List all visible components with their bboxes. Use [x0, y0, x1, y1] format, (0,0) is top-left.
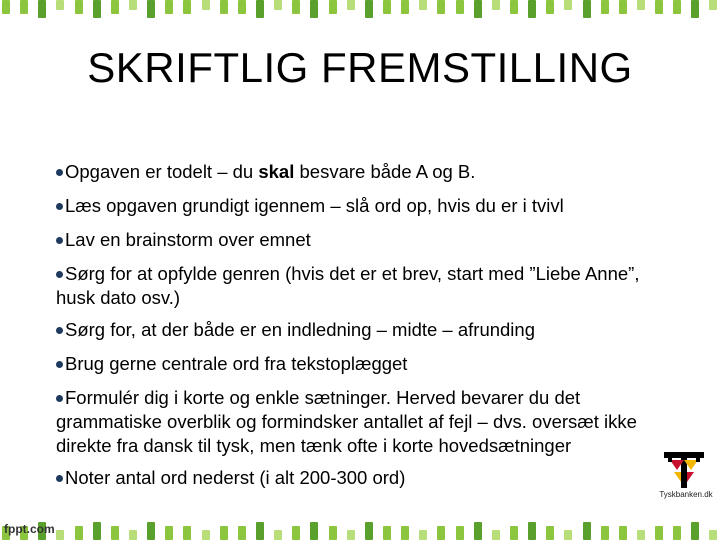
- bullet-dot-icon: [56, 237, 63, 244]
- border-segment: [601, 526, 609, 540]
- border-segment: [456, 526, 464, 540]
- border-segment: [75, 526, 83, 540]
- border-segment: [655, 0, 663, 14]
- border-segment: [310, 0, 318, 18]
- border-segment: [220, 526, 228, 540]
- bullet-item: Formulér dig i korte og enkle sætninger. Herved bevarer du det grammatiske overblik og formindsker antallet af fejl – dvs. oversæt ikke direkte fra dansk til tysk, men tænk ofte i korte hovedsætninger: [56, 387, 637, 456]
- border-segment: [437, 0, 445, 14]
- border-segment: [292, 0, 300, 14]
- border-segment: [165, 526, 173, 540]
- border-segment: [256, 0, 264, 18]
- border-segment: [492, 530, 500, 540]
- border-segment: [292, 526, 300, 540]
- bullet-dot-icon: [56, 327, 63, 334]
- border-segment: [183, 526, 191, 540]
- border-segment: [474, 0, 482, 18]
- border-segment: [619, 0, 627, 14]
- border-segment: [93, 522, 101, 540]
- border-segment: [546, 526, 554, 540]
- watermark: fppt.com: [4, 522, 55, 536]
- border-segment: [383, 526, 391, 540]
- border-segment: [111, 526, 119, 540]
- bullet-item: Sørg for, at der både er en indledning – midte – afrunding: [56, 318, 666, 342]
- border-segment: [129, 530, 137, 540]
- border-segment: [220, 0, 228, 14]
- border-segment: [583, 522, 591, 540]
- border-segment: [492, 0, 500, 10]
- border-segment: [637, 530, 645, 540]
- border-segment: [347, 530, 355, 540]
- border-segment: [147, 522, 155, 540]
- border-segment: [619, 526, 627, 540]
- border-segment: [601, 0, 609, 14]
- bullet-item: Opgaven er todelt – du skal besvare både A og B.: [56, 160, 666, 184]
- bullet-dot-icon: [56, 361, 63, 368]
- bullet-item: Noter antal ord nederst (i alt 200-300 ord): [56, 466, 666, 490]
- bullet-dot-icon: [56, 395, 63, 402]
- border-segment: [437, 526, 445, 540]
- border-segment: [456, 0, 464, 14]
- border-segment: [583, 0, 591, 18]
- border-segment: [238, 526, 246, 540]
- border-segment: [510, 0, 518, 14]
- border-segment: [75, 0, 83, 14]
- border-segment: [329, 526, 337, 540]
- border-segment: [165, 0, 173, 14]
- border-segment: [274, 0, 282, 10]
- border-segment: [564, 0, 572, 10]
- border-segment: [709, 0, 717, 10]
- border-segment: [310, 522, 318, 540]
- border-segment: [419, 0, 427, 10]
- border-segment: [528, 522, 536, 540]
- border-segment: [709, 530, 717, 540]
- border-segment: [56, 0, 64, 10]
- top-decorative-border: [0, 0, 720, 22]
- border-segment: [38, 0, 46, 18]
- logo-caption: Tyskbanken.dk: [659, 490, 713, 499]
- border-segment: [2, 0, 10, 14]
- border-segment: [474, 522, 482, 540]
- border-segment: [329, 0, 337, 14]
- border-segment: [56, 530, 64, 540]
- border-segment: [147, 0, 155, 18]
- border-segment: [419, 530, 427, 540]
- bullet-item: Læs opgaven grundigt igennem – slå ord op, hvis du er i tvivl: [56, 194, 666, 218]
- border-segment: [383, 0, 391, 14]
- border-segment: [528, 0, 536, 18]
- border-segment: [510, 526, 518, 540]
- border-segment: [365, 522, 373, 540]
- border-segment: [637, 0, 645, 10]
- bottom-decorative-border: [0, 514, 720, 540]
- slide-title: SKRIFTLIG FREMSTILLING: [87, 44, 633, 91]
- border-segment: [691, 0, 699, 18]
- border-segment: [238, 0, 246, 14]
- border-segment: [691, 522, 699, 540]
- border-segment: [401, 526, 409, 540]
- border-segment: [202, 530, 210, 540]
- border-segment: [655, 526, 663, 540]
- border-segment: [129, 0, 137, 10]
- bullet-list: [56, 160, 666, 500]
- border-segment: [365, 0, 373, 18]
- border-segment: [111, 0, 119, 14]
- border-segment: [20, 0, 28, 14]
- border-segment: [183, 0, 191, 14]
- border-segment: [673, 526, 681, 540]
- bullet-item: Brug gerne centrale ord fra tekstoplægget: [56, 352, 666, 376]
- border-segment: [256, 522, 264, 540]
- border-segment: [93, 0, 101, 18]
- bullet-dot-icon: [56, 475, 63, 482]
- border-segment: [202, 0, 210, 10]
- bullet-dot-icon: [56, 203, 63, 210]
- bullet-item: Lav en brainstorm over emnet: [56, 228, 666, 252]
- bullet-dot-icon: [56, 169, 63, 176]
- border-segment: [401, 0, 409, 14]
- bullet-item: Sørg for at opfylde genren (hvis det er et brev, start med ”Liebe Anne”, husk dato osv.): [56, 263, 640, 308]
- border-segment: [673, 0, 681, 14]
- bullet-dot-icon: [56, 271, 63, 278]
- border-segment: [546, 0, 554, 14]
- border-segment: [564, 530, 572, 540]
- border-segment: [274, 530, 282, 540]
- border-segment: [347, 0, 355, 10]
